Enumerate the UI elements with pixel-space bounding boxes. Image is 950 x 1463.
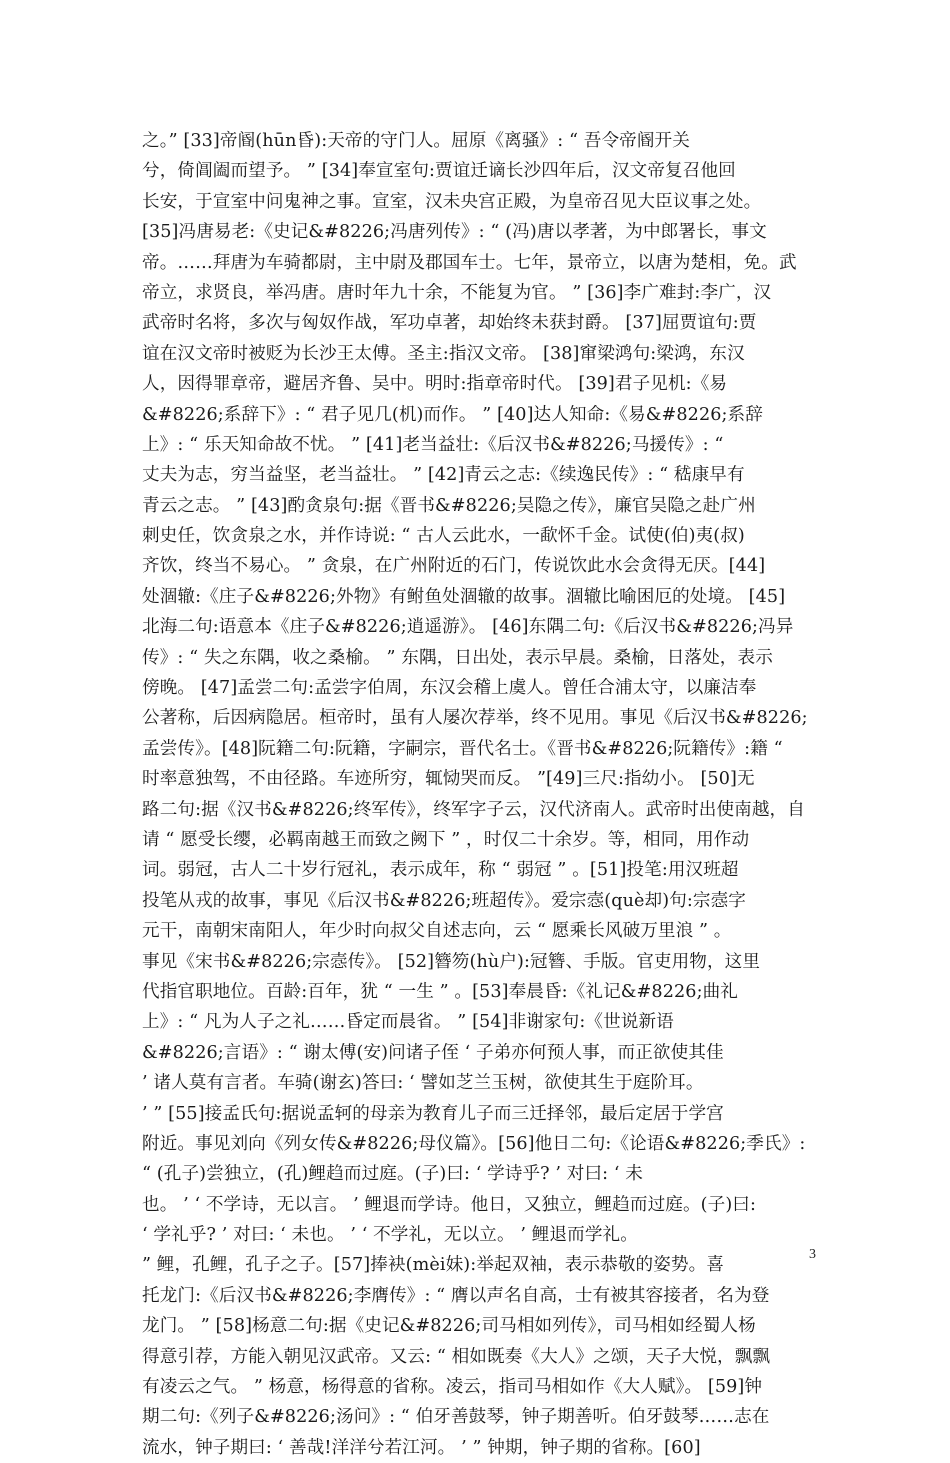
- text-line: 人，因得罪章帝，避居齐鲁、吴中。明时:指章帝时代。 [39]君子见机:《易: [142, 374, 728, 395]
- text-line: 之。” [33]帝阍(hūn昏):天帝的守门人。屈原《离骚》: “ 吾令帝阍开关: [142, 131, 690, 151]
- text-line: “ (孔子)尝独立，(孔)鲤趋而过庭。(子)曰: ‘ 学诗乎? ’ 对曰: ‘ 未: [142, 1164, 643, 1185]
- text-line: 有凌云之气。 ” 杨意，杨得意的省称。凌云，指司马相如作《大人赋》。 [59]钟: [142, 1377, 763, 1398]
- text-line: ‘ 学礼乎? ’ 对曰: ‘ 未也。 ’ ‘ 不学礼，无以立。 ’ 鲤退而学礼。: [142, 1225, 638, 1246]
- text-line: 事见《宋书&#8226;宗悫传》。 [52]簪笏(hù户):冠簪、手版。官吏用物，这里: [142, 951, 761, 972]
- text-line: 时率意独驾，不由径路。车迹所穷，辄恸哭而反。 ”[49]三尺:指幼小。 [50]无: [142, 769, 755, 790]
- text-line: ’ 诸人莫有言者。车骑(谢玄)答曰: ‘ 譬如芝兰玉树，欲使其生于庭阶耳。: [142, 1073, 704, 1094]
- text-line: 公著称，后因病隐居。桓帝时，虽有人屡次荐举，终不见用。事见《后汉书&#8226;: [142, 708, 808, 729]
- text-line: 长安，于宣室中问鬼神之事。宣室，汉未央宫正殿，为皇帝召见大臣议事之处。: [142, 191, 762, 212]
- text-line: 元干，南朝宋南阳人，年少时向叔父自述志向，云 “ 愿乘长风破万里浪 ” 。: [142, 921, 732, 942]
- text-line: 传》: “ 失之东隅，收之桑榆。 ” 东隅，日出处，表示早晨。桑榆，日落处，表示: [142, 647, 773, 668]
- text-line: 上》: “ 凡为人子之礼……昏定而晨省。 ” [54]非谢家句:《世说新语: [142, 1012, 674, 1033]
- text-line: 北海二句:语意本《庄子&#8226;逍遥游》。 [46]东隅二句:《后汉书&#8226;冯异: [142, 617, 794, 638]
- text-line: 托龙门:《后汉书&#8226;李膺传》: “ 膺以声名自高，士有被其容接者，名为登: [142, 1285, 770, 1306]
- text-line: 刺史任，饮贪泉之水，并作诗说: “ 古人云此水，一歃怀千金。试使(伯)夷(叔): [142, 526, 745, 547]
- text-line: 丈夫为志，穷当益坚，老当益壮。 ” [42]青云之志:《续逸民传》: “ 嵇康早有: [142, 465, 745, 486]
- text-line: &#8226;言语》: “ 谢太傅(安)问诸子侄 ‘ 子弟亦何预人事，而正欲使其佳: [142, 1042, 724, 1063]
- text-line: 流水，钟子期曰: ‘ 善哉!洋洋兮若江河。 ’ ” 钟期，钟子期的省称。[60]: [142, 1437, 701, 1458]
- text-line: 路二句:据《汉书&#8226;终军传》，终军字子云，汉代济南人。武帝时出使南越，自: [142, 799, 805, 820]
- text-line: 齐饮，终当不易心。 ” 贪泉，在广州附近的石门，传说饮此水会贪得无厌。[44]: [142, 556, 766, 577]
- text-line: 龙门。 ” [58]杨意二句:据《史记&#8226;司马相如列传》，司马相如经蜀人杨: [142, 1316, 756, 1337]
- text-line: 代指官职地位。百龄:百年，犹 “ 一生 ” 。[53]奉晨昏:《礼记&#8226;曲礼: [142, 981, 738, 1002]
- text-line: 得意引荐，方能入朝见汉武帝。又云: “ 相如既奏《大人》之颂，天子大悦，飘飘: [142, 1346, 771, 1367]
- text-line: [35]冯唐易老:《史记&#8226;冯唐列传》: “ (冯)唐以孝著，为中郎署长，事文: [142, 222, 767, 243]
- text-line: 帝。……拜唐为车骑都尉，主中尉及郡国车士。七年，景帝立，以唐为楚相，免。武: [142, 252, 797, 273]
- annotation-text-block: [142, 126, 810, 1463]
- text-line: 上》: “ 乐天知命故不忧。 ” [41]老当益壮:《后汉书&#8226;马援传》: “: [142, 434, 724, 455]
- text-line: 谊在汉文帝时被贬为长沙王太傅。圣主:指汉文帝。 [38]窜梁鸿句:梁鸿，东汉: [142, 343, 745, 364]
- text-line: &#8226;系辞下》: “ 君子见几(机)而作。 ” [40]达人知命:《易&#8226;系辞: [142, 404, 763, 425]
- text-line: ’ ” [55]接孟氏句:据说孟轲的母亲为教育儿子而三迁择邻，最后定居于学宫: [142, 1103, 724, 1124]
- text-line: 处涸辙:《庄子&#8226;外物》有鲋鱼处涸辙的故事。涸辙比喻困厄的处境。 [45]: [142, 586, 786, 607]
- text-line: 孟尝传》。[48]阮籍二句:阮籍，字嗣宗，晋代名士。《晋书&#8226;阮籍传》:籍 “: [142, 738, 783, 759]
- text-line: 请 “ 愿受长缨，必羁南越王而致之阙下 ” ，时仅二十余岁。等，相同，用作动: [142, 829, 750, 850]
- text-line: 也。 ’ ‘ 不学诗，无以言。 ’ 鲤退而学诗。他日，又独立，鲤趋而过庭。(子)曰:: [142, 1194, 757, 1215]
- text-line: 帝立，求贤良，举冯唐。唐时年九十余，不能复为官。 ” [36]李广难封:李广，汉: [142, 282, 772, 303]
- text-line: 武帝时名将，多次与匈奴作战，军功卓著，却始终未获封爵。 [37]屈贾谊句:贾: [142, 313, 757, 334]
- text-line: 青云之志。 ” [43]酌贪泉句:据《晋书&#8226;吴隐之传》，廉官吴隐之赴广州: [142, 495, 756, 516]
- text-line: 期二句:《列子&#8226;汤问》: “ 伯牙善鼓琴，钟子期善听。伯牙鼓琴……志在: [142, 1407, 770, 1428]
- text-line: ” 鲤，孔鲤，孔子之子。[57]捧袂(mèi妹):举起双袖，表示恭敬的姿势。喜: [142, 1255, 725, 1276]
- text-line: 附近。事见刘向《列女传&#8226;母仪篇》。[56]他日二句:《论语&#8226;季氏》:: [142, 1133, 806, 1154]
- text-line: 傍晚。 [47]孟尝二句:孟尝字伯周，东汉会稽上虞人。曾任合浦太守，以廉洁奉: [142, 678, 757, 699]
- page-number: 3: [809, 1247, 816, 1262]
- text-line: 投笔从戎的故事，事见《后汉书&#8226;班超传》。爱宗悫(què却)句:宗悫字: [142, 890, 746, 911]
- text-line: 词。弱冠，古人二十岁行冠礼，表示成年，称 “ 弱冠 ” 。[51]投笔:用汉班超: [142, 860, 739, 881]
- text-line: 兮，倚阊阖而望予。 ” [34]奉宣室句:贾谊迁谪长沙四年后，汉文帝复召他回: [142, 161, 736, 182]
